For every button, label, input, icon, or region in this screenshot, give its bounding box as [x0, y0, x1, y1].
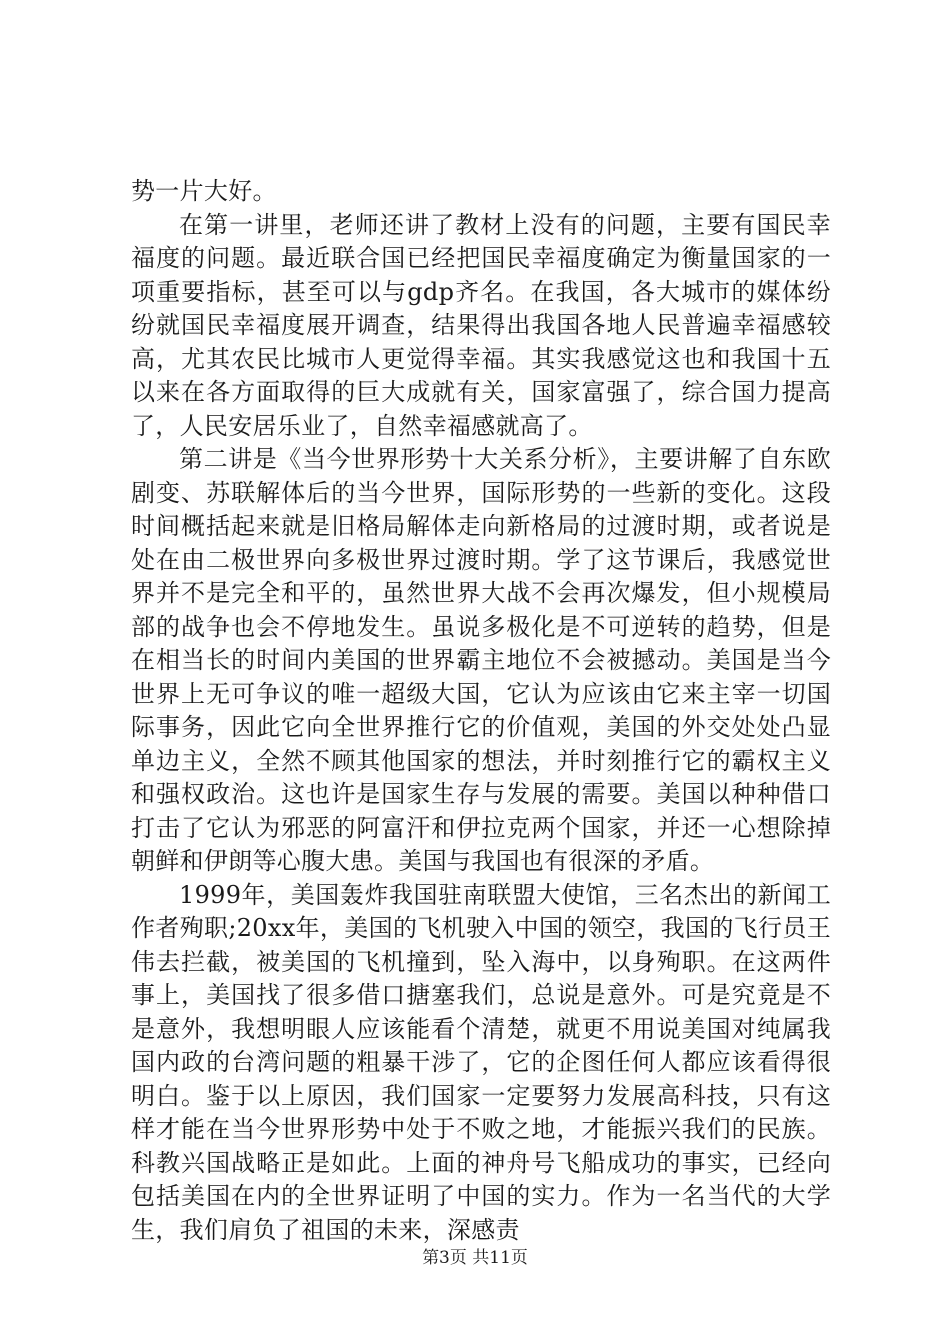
paragraph-happiness: 在第一讲里，老师还讲了教材上没有的问题，主要有国民幸福度的问题。最近联合国已经把国民幸福度确定为衡量国家的一项重要指标，甚至可以与gdp齐名。在我国，各大城市的媒体纷纷就国民幸福度展开调查，结果得出我国各地人民普遍幸福感较高，尤其农民比城市人更觉得幸福。其实我感觉这也和我国十五以来在各方面取得的巨大成就有关，国家富强了，综合国力提高了，人民安居乐业了，自然幸福感就高了。 [131, 210, 831, 440]
document-body [131, 175, 831, 1247]
page-footer: 第3页 共11页 [422, 1248, 528, 1268]
paragraph-continuation: 势一片大好。 [131, 177, 277, 205]
paragraph-us-relations: 1999年，美国轰炸我国驻南联盟大使馆，三名杰出的新闻工作者殉职;20xx年，美国的飞机驶入中国的领空，我国的飞行员王伟去拦截，被美国的飞机撞到，坠入海中，以身殉职。在这两件事上，美国找了很多借口搪塞我们，总说是意外。可是究竟是不是意外，我想明眼人应该能看个清楚，就更不用说美国对纯属我国内政的台湾问题的粗暴干涉了，它的企图任何人都应该看得很明白。鉴于以上原因，我们国家一定要努力发展高科技，只有这样才能在当今世界形势中处于不败之地，才能振兴我们的民族。科教兴国战略正是如此。上面的神舟号飞船成功的事实，已经向包括美国在内的全世界证明了中国的实力。作为一名当代的大学生，我们肩负了祖国的未来，深感责 [131, 880, 831, 1244]
paragraph-world-situation: 第二讲是《当今世界形势十大关系分析》，主要讲解了自东欧剧变、苏联解体后的当今世界，国际形势的一些新的变化。这段时间概括起来就是旧格局解体走向新格局的过渡时期，或者说是处在由二极世界向多极世界过渡时期。学了这节课后，我感觉世界并不是完全和平的，虽然世界大战不会再次爆发，但小规模局部的战争也会不停地发生。虽说多极化是不可逆转的趋势，但是在相当长的时间内美国的世界霸主地位不会被撼动。美国是当今世界上无可争议的唯一超级大国，它认为应该由它来主宰一切国际事务，因此它向全世界推行它的价值观，美国的外交处处凸显单边主义，全然不顾其他国家的想法，并时刻推行它的霸权主义和强权政治。这也许是国家生存与发展的需要。美国以种种借口打击了它认为邪恶的阿富汗和伊拉克两个国家，并还一心想除掉朝鲜和伊朗等心腹大患。美国与我国也有很深的矛盾。 [131, 445, 831, 875]
